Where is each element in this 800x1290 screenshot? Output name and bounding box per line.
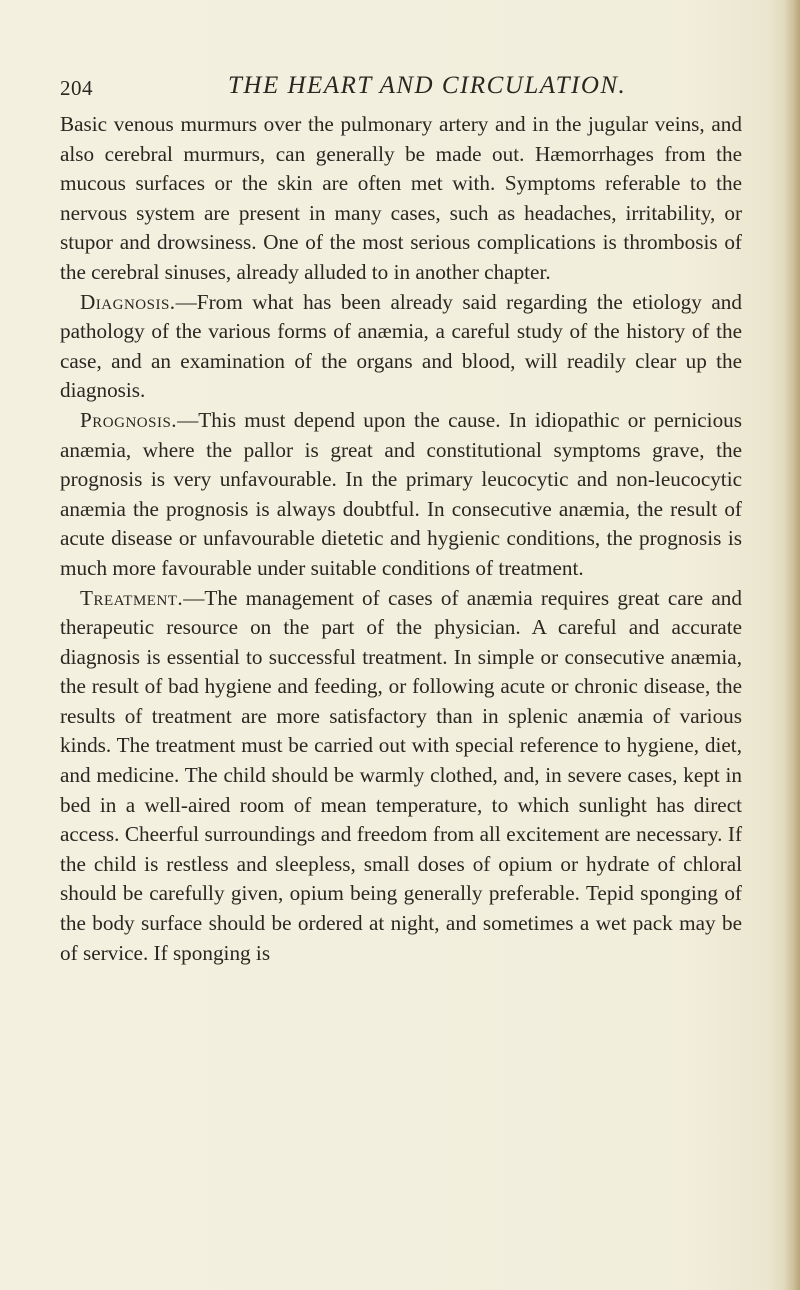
paragraph-text: —This must depend upon the cause. In idiopathic or pernicious anæmia, where the pallor is great and constitutional symptoms grave, the prognosis is very unfavourable. In the primary leucocytic and non-leucocytic anæmia the prognosis is always doubtful. In consecutive anæmia, the result of acute disease or unfavourable dietetic and hygienic conditions, the prognosis is much more favourable under suitable conditions of treatment. [60, 407, 742, 580]
paragraph-text: Basic venous murmurs over the pulmonary artery and in the jugular veins, and also cerebral murmurs, can generally be made out. Hæmorrhages from the mucous surfaces or the skin are often met with. Symptoms referable to the nervous system are present in many cases, such as headaches, irritability, or stupor and drowsiness. One of the most serious complications is thrombosis of the cerebral sinuses, already alluded to in another chapter. [60, 112, 742, 284]
page-header [60, 72, 740, 102]
section-heading-prognosis: Prognosis. [80, 407, 178, 432]
page-gutter-shadow [784, 0, 800, 1290]
paragraph-symptoms [60, 110, 742, 288]
paragraph-text: —The management of cases of anæmia requires great care and therapeutic resource on the part of the physician. A careful and accurate diagnosis is essential to successful treatment. In simple or consecutive anæmia, the result of bad hygiene and feeding, or following acute or chronic disease, the results of treatment are more satisfactory than in splenic anæmia of various kinds. The treatment must be carried out with special reference to hygiene, diet, and medicine. The child should be warmly clothed, and, in severe cases, kept in bed in a well-aired room of mean temperature, to which sunlight has direct access. Cheerful surroundings and freedom from all excitement are necessary. If the child is restless and sleepless, small doses of opium or hydrate of chloral should be carefully given, opium being generally preferable. Tepid sponging of the body surface should be ordered at night, and sometimes a wet pack may be of service. If sponging is [60, 585, 742, 965]
paragraph-treatment [60, 584, 742, 969]
section-heading-treatment: Treatment. [80, 585, 184, 610]
paragraph-prognosis [60, 406, 742, 584]
paragraph-diagnosis [60, 288, 742, 406]
page-number: 204 [60, 76, 93, 100]
section-heading-diagnosis: Diagnosis. [80, 289, 176, 314]
paragraph-text: —From what has been already said regarding the etiology and pathology of the various forms of anæmia, a careful study of the history of the case, and an examination of the organs and blood, will readily clear up the diagnosis. [60, 289, 742, 403]
body-text [60, 110, 742, 968]
running-head: THE HEART AND CIRCULATION. [228, 72, 627, 99]
